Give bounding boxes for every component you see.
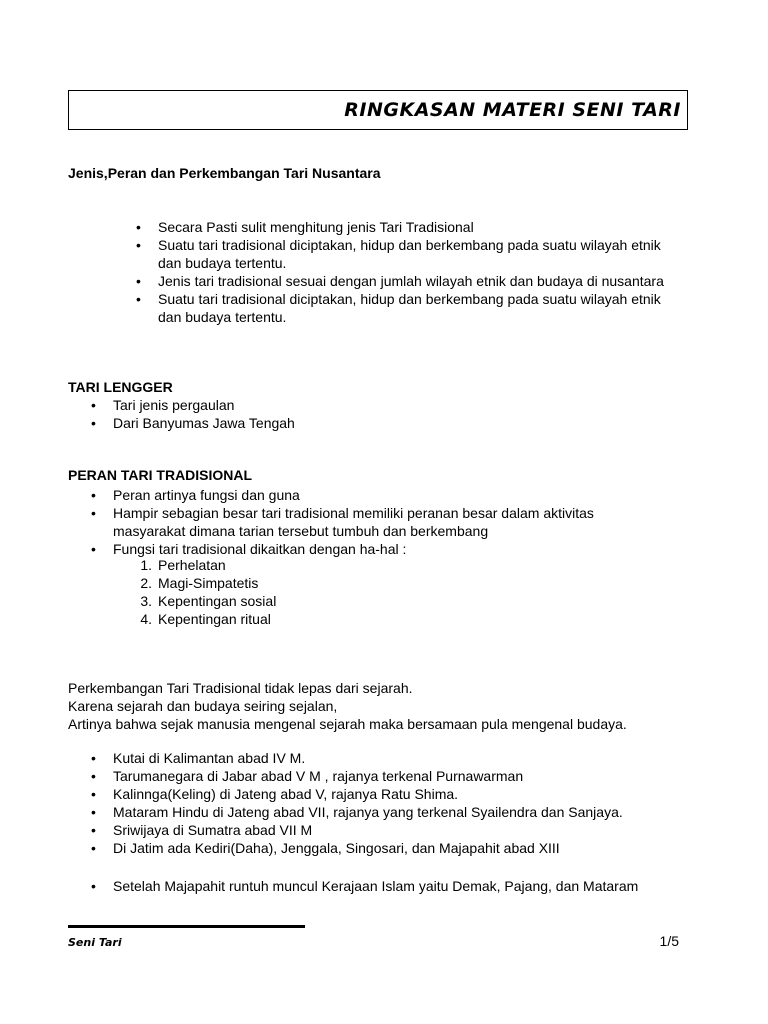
- list-item: • Tarumanegara di Jabar abad V M , rajanya terkenal Purnawarman: [113, 767, 713, 785]
- list-item: • Di Jatim ada Kediri(Daha), Jenggala, Singosari, dan Majapahit abad XIII: [113, 839, 713, 857]
- peran-heading: PERAN TARI TRADISIONAL: [68, 467, 253, 483]
- item-number: 1.: [140, 557, 152, 573]
- list-item: • Hampir sebagian besar tari tradisional memiliki peranan besar dalam aktivitas masyarakat dimana tarian tersebut tumbuh dan berkembang: [113, 504, 653, 540]
- list-item: • Kalinnga(Keling) di Jateng abad V, rajanya Ratu Shima.: [113, 785, 713, 803]
- list-item: • Dari Banyumas Jawa Tengah: [113, 414, 673, 432]
- numbered-item: [140, 610, 558, 628]
- list-item: • Fungsi tari tradisional dikaitkan dengan ha-hal :: [113, 540, 653, 558]
- peran-numbered-list: [140, 556, 558, 628]
- list-item: • Kutai di Kalimantan abad IV M.: [113, 749, 713, 767]
- numbered-item: [140, 574, 558, 592]
- document-title: RINGKASAN MATERI SENI TARI: [344, 99, 681, 121]
- item-text: Kepentingan sosial: [158, 593, 277, 609]
- numbered-item: [140, 592, 558, 610]
- list-item: • Secara Pasti sulit menghitung jenis Tari Tradisional: [158, 218, 678, 236]
- lengger-heading: TARI LENGGER: [68, 379, 173, 395]
- paragraph-line: Perkembangan Tari Tradisional tidak lepas dari sejarah.: [68, 680, 413, 696]
- peran-bullet-list: [113, 486, 653, 558]
- item-number: 3.: [140, 593, 152, 609]
- title-box: [68, 90, 688, 130]
- history-bullet-list: [113, 749, 713, 857]
- list-item: • Tari jenis pergaulan: [113, 396, 673, 414]
- item-text: Kepentingan ritual: [158, 611, 271, 627]
- paragraph-line: Karena sejarah dan budaya seiring sejalan,: [68, 698, 338, 714]
- footer-rule: [68, 925, 305, 928]
- islam-bullet-list: [113, 877, 713, 895]
- list-item: • Setelah Majapahit runtuh muncul Kerajaan Islam yaitu Demak, Pajang, dan Mataram: [113, 877, 713, 895]
- list-item: • Peran artinya fungsi dan guna: [113, 486, 653, 504]
- intro-bullet-list: [158, 218, 678, 326]
- item-number: 2.: [140, 575, 152, 591]
- history-paragraph: [68, 679, 627, 733]
- paragraph-line: Artinya bahwa sejak manusia mengenal sejarah maka bersamaan pula mengenal budaya.: [68, 716, 627, 732]
- item-text: Perhelatan: [158, 557, 226, 573]
- list-item: • Suatu tari tradisional diciptakan, hidup dan berkembang pada suatu wilayah etnik dan budaya tertentu.: [158, 290, 678, 326]
- page-number: 1/5: [659, 933, 679, 949]
- list-item: • Jenis tari tradisional sesuai dengan jumlah wilayah etnik dan budaya di nusantara: [158, 272, 678, 290]
- footer-title: Seni Tari: [68, 936, 122, 949]
- item-number: 4.: [140, 611, 152, 627]
- numbered-item: [140, 556, 558, 574]
- list-item: • Mataram Hindu di Jateng abad VII, rajanya yang terkenal Syailendra dan Sanjaya.: [113, 803, 713, 821]
- list-item: • Suatu tari tradisional diciptakan, hidup dan berkembang pada suatu wilayah etnik dan budaya tertentu.: [158, 236, 678, 272]
- list-item: • Sriwijaya di Sumatra abad VII M: [113, 821, 713, 839]
- section-subtitle: Jenis,Peran dan Perkembangan Tari Nusantara: [68, 165, 381, 181]
- item-text: Magi-Simpatetis: [158, 575, 259, 591]
- lengger-bullet-list: [113, 396, 673, 432]
